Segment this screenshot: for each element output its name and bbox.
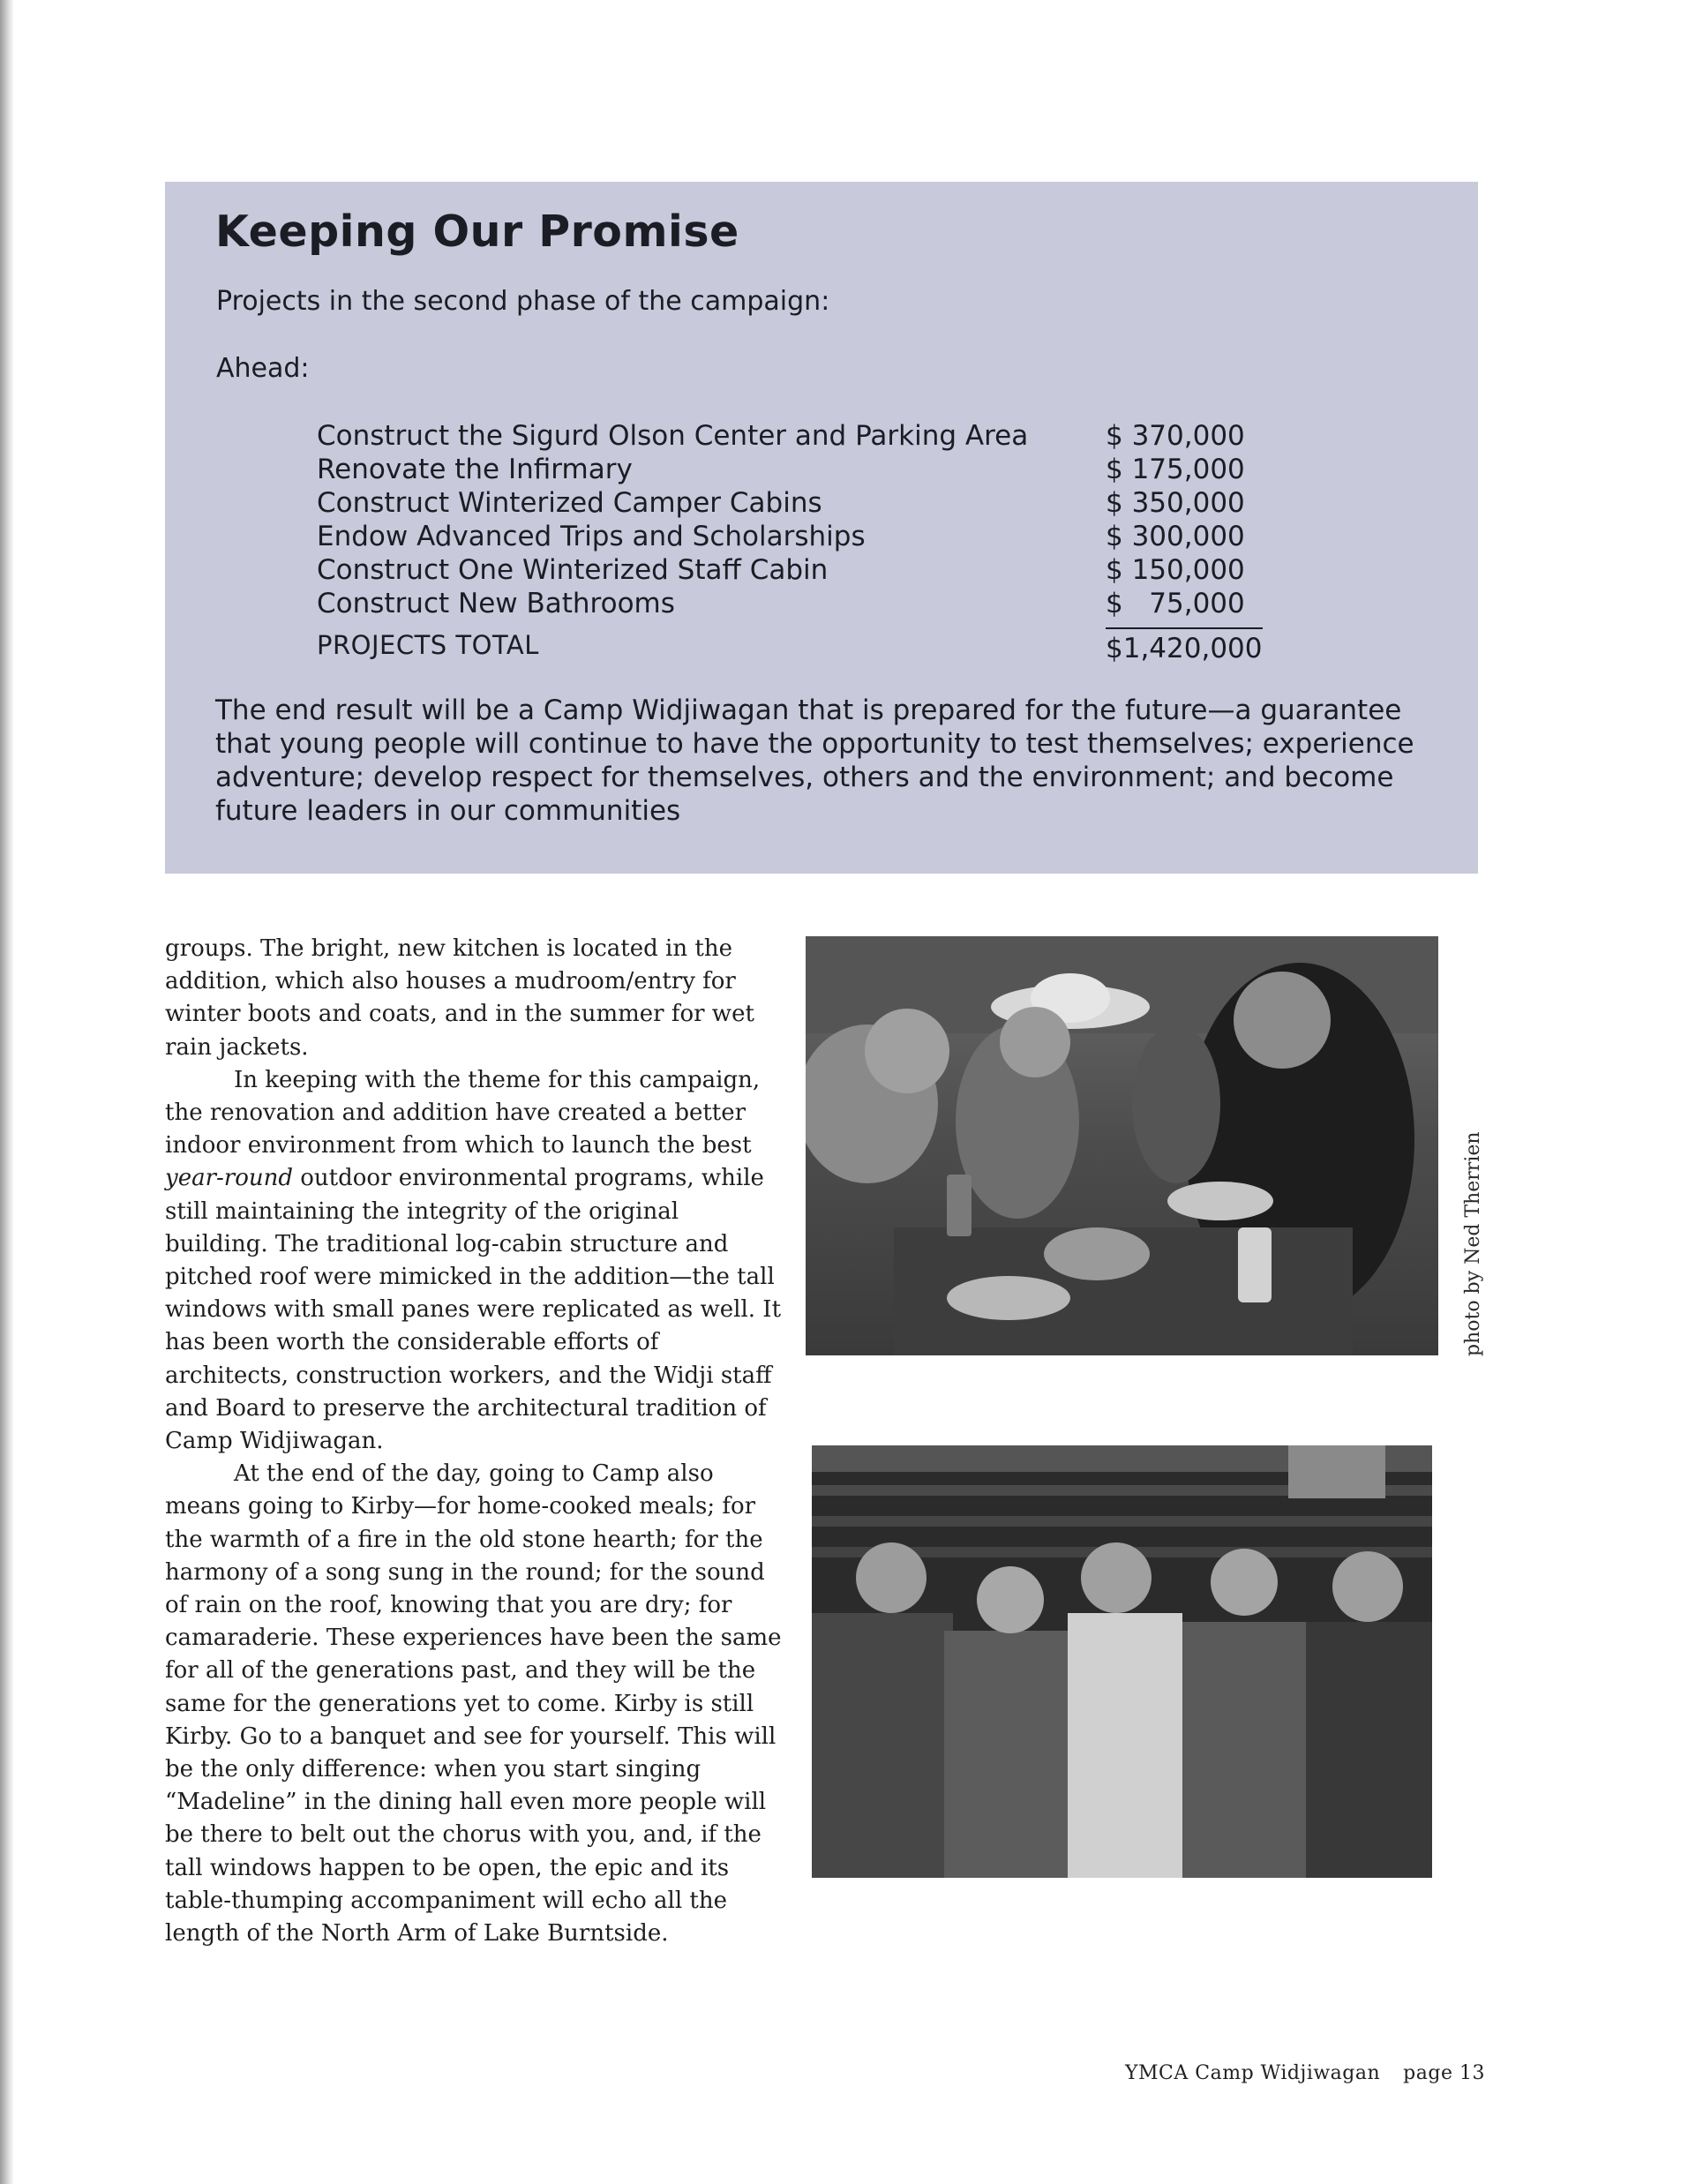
article-text: outdoor environmental programs, while still maintaining the integrity of the original building. The traditional log-cabin structure and pitched roof were mimicked in the addition—the tall windows with small panes were replicated as well. It has been worth the considerable efforts of architects, construction workers, and the Widji staff and Board to preserve the architectural tradition of Camp Widjiwagan.: [165, 1165, 782, 1455]
project-amount: $ 75,000: [1106, 588, 1245, 619]
project-amount: $ 175,000: [1106, 454, 1245, 485]
project-amount: $ 300,000: [1106, 521, 1245, 552]
campers-kitchen-photo-image: [806, 936, 1438, 1355]
project-row: [317, 553, 1263, 587]
project-name: Construct Winterized Camper Cabins: [317, 487, 822, 519]
project-amount: $ 370,000: [1106, 420, 1245, 452]
promise-subtitle: Projects in the second phase of the campaign:: [216, 286, 830, 317]
article-text: In keeping with the theme for this campaign, the renovation and addition have created a better indoor environment from which to launch the best: [165, 1066, 761, 1160]
project-name: Construct One Winterized Staff Cabin: [317, 554, 829, 586]
project-name: Renovate the Infirmary: [317, 454, 633, 485]
page-footer: [1125, 2062, 1485, 2084]
project-row: [317, 419, 1263, 453]
scan-edge-shadow: [0, 0, 14, 2184]
project-row: [317, 587, 1263, 620]
campers-kitchen-photo: [806, 936, 1438, 1355]
project-name: Construct the Sigurd Olson Center and Parking Area: [317, 420, 1029, 452]
keeping-our-promise-box: [165, 182, 1478, 874]
project-amount: $ 350,000: [1106, 487, 1245, 519]
projects-total-label: PROJECTS TOTAL: [317, 630, 539, 660]
projects-table: [317, 419, 1263, 663]
article-paragraph: At the end of the day, going to Camp also means going to Kirby—for home-cooked meals; for the warmth of a fire in the old stone hearth; for the harmony of a song sung in the round; for the sound of rain on the roof, knowing that you are dry; for camaraderie. These experiences have been the same for all of the generations past, and they will be the same for the generations yet to come. Kirby is still Kirby. Go to a banquet and see for yourself. This will be the only difference: when you start singing “Madeline” in the dining hall even more people will be there to belt out the chorus with you, and, if the tall windows happen to be open, the epic and its table-thumping accompaniment will echo all the length of the North Arm of Lake Burntside.: [165, 1460, 782, 1948]
footer-publication: YMCA Camp Widjiwagan: [1125, 2062, 1381, 2084]
project-name: Endow Advanced Trips and Scholarships: [317, 521, 866, 552]
article-paragraph: groups. The bright, new kitchen is located in the addition, which also houses a mudroom/entry for winter boots and coats, and in the summer for wet rain jackets.: [165, 935, 754, 1061]
project-row: [317, 453, 1263, 486]
project-row: [317, 520, 1263, 553]
photo-credit: photo by Ned Therrien: [1462, 1131, 1484, 1356]
footer-page-number: page 13: [1403, 2062, 1485, 2084]
promise-title: Keeping Our Promise: [215, 206, 739, 257]
project-name: Construct New Bathrooms: [317, 588, 675, 619]
staff-group-photo: [812, 1445, 1432, 1878]
staff-group-photo-image: [812, 1445, 1432, 1878]
projects-total-row: [317, 627, 1263, 663]
ahead-label: Ahead:: [216, 353, 310, 384]
project-amount: $ 150,000: [1106, 554, 1245, 586]
article-paragraph: [165, 1064, 783, 1458]
article-body: [165, 933, 783, 1950]
emphasis-text: year-round: [165, 1165, 294, 1192]
projects-total-amount: $1,420,000: [1106, 627, 1263, 663]
promise-closing-statement: The end result will be a Camp Widjiwagan that is prepared for the future—a guarantee that young people will continue to have the opportunity to test themselves; experience adventure; develop respect for themselves, others and the environment; and become future leaders in our communities: [215, 694, 1414, 827]
project-row: [317, 486, 1263, 520]
